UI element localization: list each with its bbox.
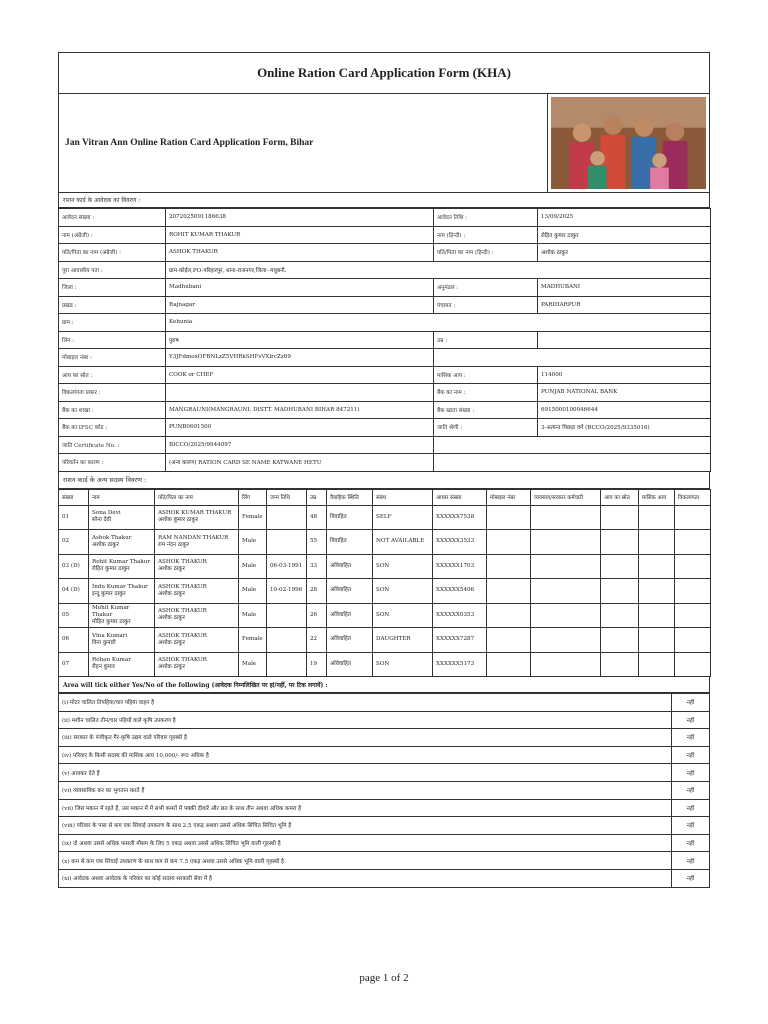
column-header: विकलांगता: [675, 489, 711, 505]
question-text: (iii) सरकार के पंजीकृत गैर-कृषि उद्यम वाले परिवार गृहस्थी है: [59, 729, 672, 747]
members-section-title: राशन कार्ड के अन्य सदस्य विवरण :: [58, 472, 710, 489]
table-row: [59, 209, 711, 227]
member-name: Ashok Thakur अशोक ठाकुर: [89, 530, 155, 555]
empty-cell: [639, 579, 675, 604]
table-row: [59, 279, 711, 297]
empty-cell: [639, 628, 675, 653]
member-marital: अविवाहित: [327, 603, 373, 628]
label: विकलांगता प्रकार :: [59, 384, 166, 402]
empty-cell: [531, 652, 601, 677]
label: पति/पिता का नाम (हिन्दी) :: [434, 244, 538, 262]
member-aadhaar: XXXXXX5173: [433, 652, 487, 677]
member-name: Rohit Kumar Thakur रोहित कुमार ठाकुर: [89, 554, 155, 579]
question-text: (i) मोटर चालित तिपहिया/चार पहिया वाहन है: [59, 694, 672, 712]
member-father: ASHOK THAKUR अशोक ठाकुर: [155, 603, 239, 628]
address: ग्राम-कोईल,PO-परिहारपुर, थाना-राजनगर,जिला- मधुबनी.: [166, 261, 711, 279]
label: अनुमंडल :: [434, 279, 538, 297]
member-age: 28: [307, 579, 327, 604]
question-text: (xi) आवेदक अथवा आवेदक के परिवार का कोई सदस्य सरकारी सेवा में है: [59, 869, 672, 887]
member-row: [59, 628, 711, 653]
column-header: नाम: [89, 489, 155, 505]
subdivision: MADHUBANI: [538, 279, 711, 297]
question-answer: नहीं: [672, 869, 710, 887]
question-answer: नहीं: [672, 834, 710, 852]
member-no: 05: [59, 603, 89, 628]
father-en: ASHOK THAKUR: [166, 244, 434, 262]
table-row: [59, 296, 711, 314]
age: [538, 331, 711, 349]
caste: 3-अत्यन्त पिछड़ा वर्ग (BCCO/2025/9335016): [538, 419, 711, 437]
label: मोबाइल नंबर :: [59, 349, 166, 367]
certificate: BICCO/2025/9944097: [166, 436, 434, 454]
label: जिला :: [59, 279, 166, 297]
member-relation: SELF: [373, 505, 433, 530]
member-marital: अविवाहित: [327, 579, 373, 604]
questions-table: [58, 693, 710, 888]
label: पति/पिता का नाम (अंग्रेजी) :: [59, 244, 166, 262]
label: नाम (हिन्दी) :: [434, 226, 538, 244]
question-row: [59, 711, 710, 729]
empty-cell: [487, 505, 531, 530]
question-text: (ii) मशीन चालित तीन/चार पहियों वाले कृषि उपकरण है: [59, 711, 672, 729]
member-no: 03 (D): [59, 554, 89, 579]
member-no: 02: [59, 530, 89, 555]
question-row: [59, 852, 710, 870]
questions-title: Area will tick either Yes/No of the following (आवेदक निम्नलिखित पर हां/नहीं, पर टिक लगायें) :: [58, 677, 710, 693]
question-row: [59, 764, 710, 782]
members-table: [58, 489, 711, 678]
empty-cell: [639, 530, 675, 555]
empty-cell: [639, 652, 675, 677]
column-header: व्यवसाय/सरकार कर्मचारी: [531, 489, 601, 505]
member-father: ASHOK THAKUR अशोक ठाकुर: [155, 554, 239, 579]
empty-cell: [531, 628, 601, 653]
disability: [166, 384, 434, 402]
table-row: [59, 419, 711, 437]
bank-name: PUNJAB NATIONAL BANK: [538, 384, 711, 402]
question-answer: नहीं: [672, 694, 710, 712]
member-name: Indu Kumar Thakur इन्दु कुमार ठाकुर: [89, 579, 155, 604]
member-row: [59, 603, 711, 628]
column-header: मासिक आय: [639, 489, 675, 505]
member-row: [59, 554, 711, 579]
gender: पुरुष: [166, 331, 434, 349]
question-row: [59, 817, 710, 835]
income-source: COOK or CHEF: [166, 366, 434, 384]
table-row: [59, 384, 711, 402]
member-dob: [267, 628, 307, 653]
member-father: ASHOK THAKUR अशोक ठाकुर: [155, 628, 239, 653]
member-father: ASHOK THAKUR अशोक ठाकुर: [155, 652, 239, 677]
label: बैंक खाता संख्या :: [434, 401, 538, 419]
application-date: 13/09/2025: [538, 209, 711, 227]
question-answer: नहीं: [672, 729, 710, 747]
empty-cell: [531, 603, 601, 628]
label: मासिक आय :: [434, 366, 538, 384]
member-aadhaar: XXXXXX7287: [433, 628, 487, 653]
member-relation: SON: [373, 579, 433, 604]
question-row: [59, 799, 710, 817]
member-age: 26: [307, 603, 327, 628]
member-gender: Female: [239, 505, 267, 530]
label: पूरा आवासीय पता :: [59, 261, 166, 279]
table-row: [59, 226, 711, 244]
empty-cell: [487, 628, 531, 653]
empty-cell: [639, 505, 675, 530]
header-row: [58, 93, 710, 193]
applicant-table: [58, 208, 711, 472]
table-row: [59, 454, 711, 472]
member-dob: 06-03-1991: [267, 554, 307, 579]
member-no: 06: [59, 628, 89, 653]
member-gender: Male: [239, 579, 267, 604]
empty-cell: [487, 554, 531, 579]
member-name: Mohit Kumar Thakur मोहित कुमार ठाकुर: [89, 603, 155, 628]
form-page: [58, 52, 710, 888]
name-en: ROHIT KUMAR THAKUR: [166, 226, 434, 244]
column-header: आय का स्रोत: [601, 489, 639, 505]
label: पंचायत :: [434, 296, 538, 314]
member-dob: 10-02-1996: [267, 579, 307, 604]
question-text: (ix) दो अथवा उससे अधिक फसली मौसम के लिए 5 एकड़ अथवा उससे अधिक सिंचित भूमि वाली गृहस्थी है: [59, 834, 672, 852]
member-row: [59, 579, 711, 604]
member-relation: SON: [373, 554, 433, 579]
question-text: (vi) व्यवसायिक कर का भुगतान करते हैं: [59, 781, 672, 799]
member-aadhaar: XXXXXX5406: [433, 579, 487, 604]
table-row: [59, 331, 711, 349]
question-row: [59, 834, 710, 852]
question-row: [59, 781, 710, 799]
empty-cell: [675, 554, 711, 579]
empty-cell: [675, 603, 711, 628]
empty-cell: [601, 505, 639, 530]
empty-cell: [601, 554, 639, 579]
mobile: Y3JFdmoxOFBNLzZ5VHRkSHFsVXlrcZz09: [166, 349, 434, 367]
member-gender: Male: [239, 530, 267, 555]
column-header: जन्म तिथि: [267, 489, 307, 505]
empty-cell: [601, 603, 639, 628]
member-relation: SON: [373, 652, 433, 677]
question-answer: नहीं: [672, 852, 710, 870]
empty-cell: [639, 554, 675, 579]
column-header: पति/पिता का नाम: [155, 489, 239, 505]
column-header: उम्र: [307, 489, 327, 505]
member-relation: SON: [373, 603, 433, 628]
table-row: [59, 314, 711, 332]
label: ग्राम :: [59, 314, 166, 332]
label: आय का स्रोत :: [59, 366, 166, 384]
page-number: page 1 of 2: [359, 972, 409, 984]
member-marital: अविवाहित: [327, 652, 373, 677]
question-text: (x) कम से कम एक सिंचाई उपकरण के साथ कम से कम 7.5 एकड़ अथवा उससे अधिक भूमि वाली गृहस्थी है: [59, 852, 672, 870]
empty-cell: [675, 628, 711, 653]
bank-branch: MANGRAUNI(MANGRAUNI, DISTT. MADHUBANI BIHAR 847211): [166, 401, 434, 419]
label: आवेदन तिथि :: [434, 209, 538, 227]
empty-cell: [675, 530, 711, 555]
empty-cell: [601, 628, 639, 653]
question-text: (vii) जिस मकान में रहते है, उस मकान में में सभी कमरों में पक्की दीवारें और छत के साथ तीन अथवा अधिक कमरा है: [59, 799, 672, 817]
label: परिवर्तन का कारण :: [59, 454, 166, 472]
empty-cell: [531, 554, 601, 579]
applicant-section-title: राशन कार्ड के आवेदक का विवरण :: [58, 193, 710, 208]
member-marital: अविवाहित: [327, 628, 373, 653]
members-header-row: [59, 489, 711, 505]
member-no: 04 (D): [59, 579, 89, 604]
table-row: [59, 244, 711, 262]
empty-cell: [601, 652, 639, 677]
empty-cell: [487, 530, 531, 555]
table-row: [59, 261, 711, 279]
member-aadhaar: XXXXXX3533: [433, 530, 487, 555]
table-row: [59, 436, 711, 454]
bank-account: 6915000100046644: [538, 401, 711, 419]
table-row: [59, 349, 711, 367]
label: उम्र :: [434, 331, 538, 349]
member-gender: Male: [239, 652, 267, 677]
member-row: [59, 652, 711, 677]
member-row: [59, 505, 711, 530]
question-answer: नहीं: [672, 781, 710, 799]
question-answer: नहीं: [672, 817, 710, 835]
member-name: Sona Devi सोना देवी: [89, 505, 155, 530]
empty-cell: [675, 579, 711, 604]
member-gender: Male: [239, 603, 267, 628]
member-relation: DAUGHTER: [373, 628, 433, 653]
label: बैंक का शाखा :: [59, 401, 166, 419]
member-aadhaar: XXXXXX0353: [433, 603, 487, 628]
empty-cell: [434, 436, 711, 454]
empty-cell: [531, 579, 601, 604]
question-answer: नहीं: [672, 711, 710, 729]
panchayat: PARIHARPUR: [538, 296, 711, 314]
applicant-photo: [547, 94, 709, 192]
empty-cell: [434, 454, 711, 472]
question-answer: नहीं: [672, 799, 710, 817]
empty-cell: [639, 603, 675, 628]
member-row: [59, 530, 711, 555]
name-hi: रोहित कुमार ठाकुर: [538, 226, 711, 244]
member-dob: [267, 652, 307, 677]
label: बैंक का नाम :: [434, 384, 538, 402]
question-row: [59, 694, 710, 712]
member-dob: [267, 505, 307, 530]
empty-cell: [601, 530, 639, 555]
member-aadhaar: XXXXXX1703: [433, 554, 487, 579]
empty-cell: [487, 579, 531, 604]
column-header: लिंग: [239, 489, 267, 505]
empty-cell: [487, 603, 531, 628]
member-father: ASHOK KUMAR THAKUR अशोक कुमार ठाकुर: [155, 505, 239, 530]
column-header: संबंध: [373, 489, 433, 505]
change-reason: (अन्य कारण) RATION CARD SE NAME KATWANE HETU: [166, 454, 434, 472]
member-age: 48: [307, 505, 327, 530]
member-dob: [267, 530, 307, 555]
question-row: [59, 869, 710, 887]
application-no: 20720250911866​38: [166, 209, 434, 227]
empty-cell: [531, 505, 601, 530]
question-answer: नहीं: [672, 746, 710, 764]
column-header: मोबाइल नंबर: [487, 489, 531, 505]
member-relation: NOT AVAILABLE: [373, 530, 433, 555]
label: जाति श्रेणी :: [434, 419, 538, 437]
member-father: RAM NANDAN THAKUR राम नंदन ठाकुर: [155, 530, 239, 555]
village: Kehunia: [166, 314, 711, 332]
question-row: [59, 729, 710, 747]
question-answer: नहीं: [672, 764, 710, 782]
label: जाति Certificate No. :: [59, 436, 166, 454]
form-subtitle: Jan Vitran Ann Online Ration Card Application Form, Bihar: [65, 138, 314, 148]
table-row: [59, 366, 711, 384]
member-name: Vina Kumari विना कुमारी: [89, 628, 155, 653]
member-age: 19: [307, 652, 327, 677]
question-text: (viii) परिवार के पास से कम एक सिंचाई उपकरण के साथ 2.5 एकड़ अथवा उससे अधिक सिंचित सिंचित भूमि है: [59, 817, 672, 835]
empty-cell: [675, 652, 711, 677]
member-no: 07: [59, 652, 89, 677]
father-hi: अशोक ठाकुर: [538, 244, 711, 262]
label: प्रखंड :: [59, 296, 166, 314]
label: बैंक का IFSC कोड :: [59, 419, 166, 437]
empty-cell: [531, 530, 601, 555]
member-father: ASHOK THAKUR अशोक ठाकुर: [155, 579, 239, 604]
question-text: (iv) परिवार के किसी सदस्य की मासिक आय 10,000/- रू0 अधिक है: [59, 746, 672, 764]
question-row: [59, 746, 710, 764]
member-name: Rohan Kumar रौहन कुमार: [89, 652, 155, 677]
label: नाम (अंग्रेजी) :: [59, 226, 166, 244]
block: Rajnagar: [166, 296, 434, 314]
member-gender: Female: [239, 628, 267, 653]
empty-cell: [601, 579, 639, 604]
member-age: 55: [307, 530, 327, 555]
empty-cell: [487, 652, 531, 677]
table-row: [59, 401, 711, 419]
district: Madhubani: [166, 279, 434, 297]
monthly-income: 114000: [538, 366, 711, 384]
member-age: 33: [307, 554, 327, 579]
ifsc: PUNB0691500: [166, 419, 434, 437]
label: आवेदन संख्या :: [59, 209, 166, 227]
column-header: वैवाहिक स्थिति: [327, 489, 373, 505]
member-marital: विवाहित: [327, 530, 373, 555]
empty-cell: [675, 505, 711, 530]
member-no: 01: [59, 505, 89, 530]
member-age: 22: [307, 628, 327, 653]
empty-cell: [434, 349, 711, 367]
form-title: Online Ration Card Application Form (KHA): [58, 52, 710, 93]
member-marital: अविवाहित: [327, 554, 373, 579]
column-header: आधार संख्या: [433, 489, 487, 505]
label: लिंग :: [59, 331, 166, 349]
member-aadhaar: XXXXXX7538: [433, 505, 487, 530]
question-text: (v) आयकर देते हैं: [59, 764, 672, 782]
member-gender: Male: [239, 554, 267, 579]
column-header: संख्या: [59, 489, 89, 505]
member-dob: [267, 603, 307, 628]
member-marital: विवाहित: [327, 505, 373, 530]
